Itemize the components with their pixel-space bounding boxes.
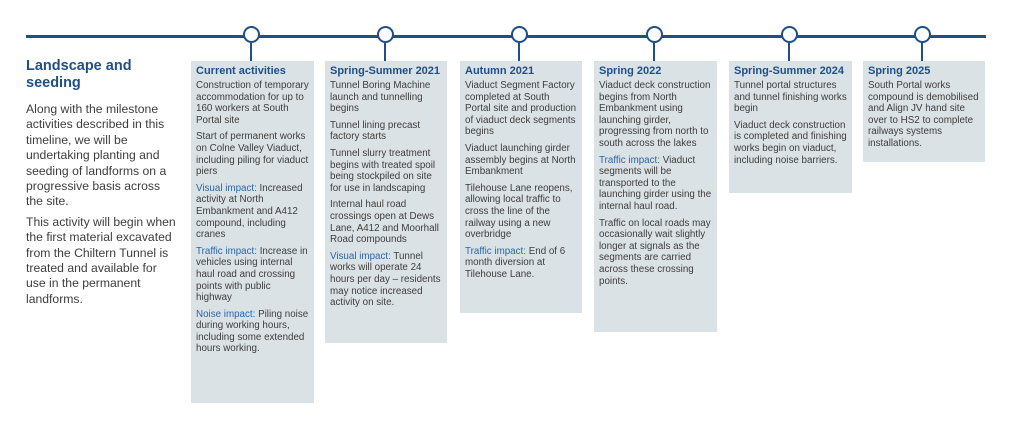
card-paragraph xyxy=(868,80,980,150)
paragraph-text: Increase in vehicles using internal haul road and crossing points with public highway xyxy=(196,245,308,304)
timeline-node-icon xyxy=(377,26,394,43)
card-paragraph xyxy=(734,80,847,115)
card-paragraph xyxy=(599,155,712,213)
paragraph-text: Viaduct launching girder assembly begins at North Embankment xyxy=(465,142,576,178)
paragraph-text: Piling noise during working hours, including some extended hours working. xyxy=(196,308,309,355)
timeline-node-icon xyxy=(511,26,528,43)
card-header: Spring 2022 xyxy=(599,65,662,77)
intro-paragraph: Along with the milestone activities described in this timeline, we will be undertaking planting and seeding of landforms on a progressive basis across the site. xyxy=(26,102,167,209)
timeline-card-current-activities xyxy=(191,61,314,403)
timeline-line xyxy=(26,35,986,38)
timeline-node-icon xyxy=(646,26,663,43)
paragraph-text: Tunnel works will operate 24 hours per day – residents may notice increased activity on site. xyxy=(330,250,441,309)
paragraph-text: Tunnel slurry treatment begins with treated spoil being stockpiled on site for use in landscaping xyxy=(330,147,436,194)
timeline-stem xyxy=(653,43,655,61)
timeline-node-icon xyxy=(914,26,931,43)
timeline-card-spring-2025 xyxy=(863,61,985,162)
timeline-stem xyxy=(518,43,520,61)
intro-title: Landscape and seeding xyxy=(26,58,132,91)
timeline-stem xyxy=(384,43,386,61)
impact-label: Traffic impact: xyxy=(196,245,257,257)
card-header: Spring 2025 xyxy=(868,65,931,77)
card-paragraph xyxy=(330,251,442,309)
timeline-node-icon xyxy=(781,26,798,43)
impact-label: Noise impact: xyxy=(196,308,256,320)
intro-paragraph: This activity will begin when the first material excavated from the Chiltern Tunnel is treated and available for use in the permanent landforms. xyxy=(26,214,176,306)
intro-section xyxy=(26,58,176,312)
paragraph-text: Viaduct Segment Factory completed at South Portal site and production of viaduct deck segments begins xyxy=(465,80,577,138)
paragraph-text: Viaduct segments will be transported to the launching girder using the internal haul road. xyxy=(599,154,712,212)
card-paragraph xyxy=(330,148,442,194)
paragraph-text: Start of permanent works on Colne Valley Viaduct, including piling for viaduct piers xyxy=(196,131,309,178)
timeline-stem xyxy=(250,43,252,61)
card-paragraph xyxy=(330,120,442,143)
card-header: Spring-Summer 2021 xyxy=(330,65,441,77)
card-paragraph xyxy=(196,183,309,241)
impact-label: Traffic impact: xyxy=(599,154,660,166)
card-header: Current activities xyxy=(196,65,286,77)
paragraph-text: South Portal works compound is demobilised and Align JV hand site over to HS2 to complete railways systems installations. xyxy=(868,80,979,149)
impact-label: Visual impact: xyxy=(330,250,391,262)
card-paragraph xyxy=(196,246,309,304)
timeline-stem xyxy=(921,43,923,61)
paragraph-text: Tunnel portal structures and tunnel finishing works begin xyxy=(734,80,847,115)
timeline-node-icon xyxy=(243,26,260,43)
timeline-card-autumn-2021 xyxy=(460,61,582,313)
paragraph-text: Increased activity at North Embankment and A412 compound, including cranes xyxy=(196,182,303,241)
impact-label: Visual impact: xyxy=(196,182,257,194)
card-paragraph xyxy=(465,143,577,178)
card-paragraph xyxy=(465,246,577,281)
paragraph-text: End of 6 month diversion at Tilehouse Lane. xyxy=(465,245,566,280)
card-paragraph xyxy=(465,183,577,241)
card-paragraph xyxy=(599,80,712,150)
timeline-stem xyxy=(788,43,790,61)
card-header: Autumn 2021 xyxy=(465,65,535,77)
timeline-card-spring-2022 xyxy=(594,61,717,332)
paragraph-text: Traffic on local roads may occasionally wait slightly longer at signals as the segments are carried across these crossing points. xyxy=(599,217,711,287)
card-paragraph xyxy=(599,218,712,288)
paragraph-text: Viaduct deck construction is completed and finishing works begin on viaduct, including noise barriers. xyxy=(734,119,847,166)
paragraph-text: Tilehouse Lane reopens, allowing local traffic to cross the line of the railway using a new overbridge xyxy=(465,182,573,241)
card-paragraph xyxy=(330,199,442,245)
card-header: Spring-Summer 2024 xyxy=(734,65,845,77)
paragraph-text: Viaduct deck construction begins from North Embankment using launching girder, progressing from north to south across the lakes xyxy=(599,80,711,149)
card-paragraph xyxy=(196,80,309,126)
paragraph-text: Internal haul road crossings open at Dews Lane, A412 and Moorhall Road compounds xyxy=(330,199,439,246)
card-paragraph xyxy=(196,131,309,177)
impact-label: Traffic impact: xyxy=(465,245,526,257)
card-paragraph xyxy=(330,80,442,115)
card-paragraph xyxy=(196,309,309,355)
timeline-card-spring-summer-2024 xyxy=(729,61,852,193)
paragraph-text: Construction of temporary accommodation for up to 160 workers at South Portal site xyxy=(196,80,309,126)
timeline-card-spring-summer-2021 xyxy=(325,61,447,343)
paragraph-text: Tunnel lining precast factory starts xyxy=(330,119,421,143)
card-paragraph xyxy=(734,120,847,166)
paragraph-text: Tunnel Boring Machine launch and tunnelling begins xyxy=(330,80,431,115)
card-paragraph xyxy=(465,80,577,138)
